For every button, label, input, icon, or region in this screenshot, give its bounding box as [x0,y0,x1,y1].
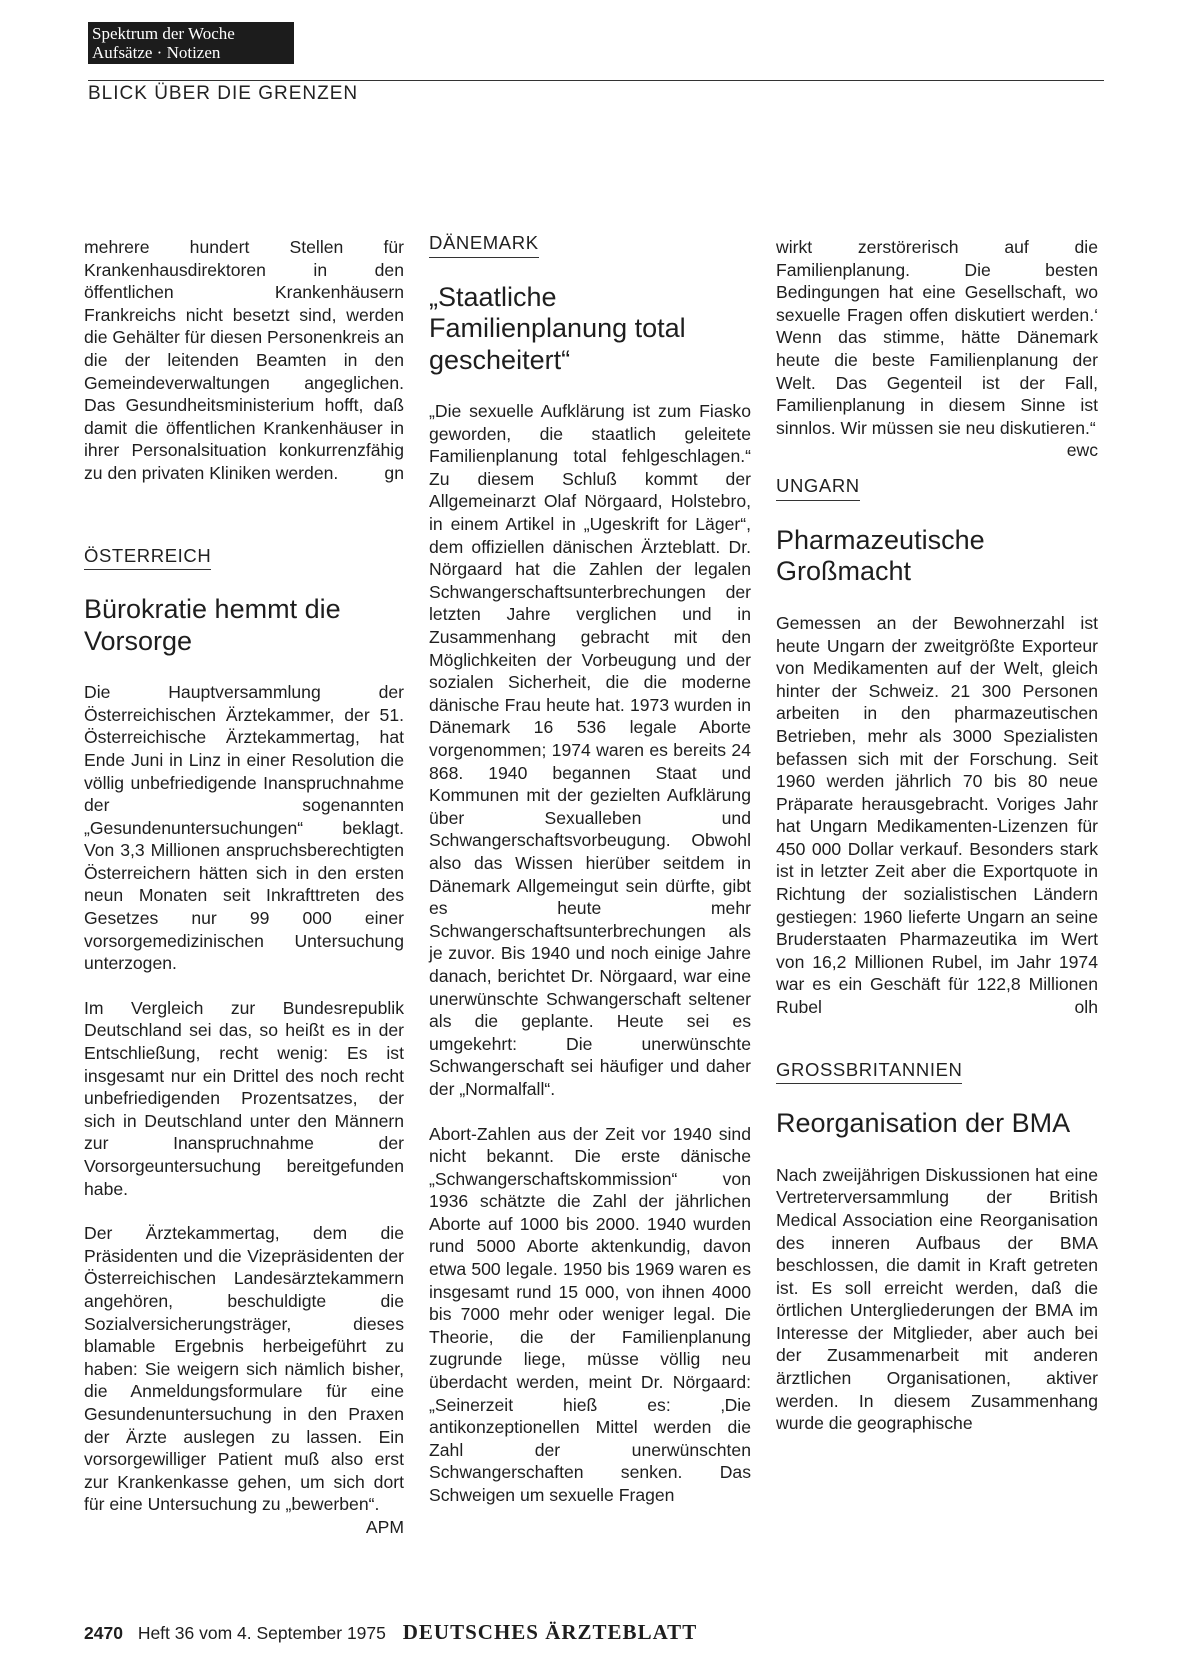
article-paragraph: Nach zweijährigen Diskussionen hat eine Vertreterversammlung der British Medical Association eine Reorganisation des inneren Aufbaus der BMA beschlossen, die damit in Kraft getreten ist. Es soll erreicht werden, daß die örtlichen Untergliederungen der BMA im Interesse der Mitglieder, aber auch bei der Zusammenarbeit mit anderen ärztlichen Organisationen, aktiver werden. In diesem Zusammenhang wurde die geographische [776,1164,1098,1434]
header-rule [88,80,1104,81]
article-headline: Reorganisation der BMA [776,1108,1071,1139]
article-hungary [776,475,1098,1018]
column-1 [84,236,404,1539]
column-3 [776,236,1098,1435]
article-paragraph: Die Hauptversammlung der Österreichischen Ärztekammer, der 51. Österreichische Ärztekammertag, hat Ende Juni in Linz in einer Resolution die völlig unbefriedigende Inanspruchnahme der sogenannten „Gesundenuntersuchungen“ beklagt. Von 3,3 Millionen anspruchsberechtigten Österreichern hätten sich in den ersten neun Monaten seit Inkrafttreten des Gesetzes nur 99 000 einer vorsorgemedizinischen Untersuchung unterzogen. [84,682,404,974]
author-signature: gn [384,462,404,483]
paragraph-text: mehrere hundert Stellen für Krankenhausdirektoren in den öffentlichen Krankenhäusern Frankreichs nicht besetzt sind, werden die Gehälter für diesen Personenkreis an die der leitenden Beamten in den Gemeindeverwaltungen angeglichen. Das Gesundheitsministerium hofft, daß damit die öffentlichen Krankenhäuser in ihrer Personalsituation konkurrenzfähig zu den privaten Kliniken werden. [84,237,404,483]
article-paragraph [776,236,1098,461]
country-label: ÖSTERREICH [84,545,211,571]
publication-name: DEUTSCHES ÄRZTEBLATT [402,1620,698,1644]
article-paragraph: Abort-Zahlen aus der Zeit vor 1940 sind nicht bekannt. Die erste dänische „Schwangerschaftskommission“ von 1936 schätzte die Zahl der jährlichen Aborte auf 1000 bis 2000. 1940 wurden rund 5000 Aborte aktenkundig, davon etwa 500 legale. 1950 bis 1969 waren es insgesamt rund 15 000, von ihnen 4000 bis 7000 mehr oder weniger legal. Die Theorie, die der Familienplanung zugrunde liege, müsse völlig neu überdacht werden, meint Dr. Nörgaard: „Seinerzeit hieß es: ‚Die antikonzeptionellen Mittel werden die Zahl der unerwünschten Schwangerschaften senken. Das Schweigen um sexuelle Fragen [429,1123,751,1505]
article-paragraph: Im Vergleich zur Bundesrepublik Deutschland sei das, so heißt es in der Entschließung, recht wenig: Es ist insgesamt nur ein Drittel des noch recht unbefriedigenden Prozentsatzes, der sich in Deutschland unter den Männern zur Inanspruchnahme der Vorsorgeuntersuchung bereitgefunden habe. [84,997,404,1199]
author-signature: APM [365,1516,404,1537]
article-britain [776,1059,1098,1435]
author-signature: ewc [1066,440,1098,461]
column-2 [429,232,751,1507]
country-label: GROSSBRITANNIEN [776,1059,962,1085]
paragraph-text: Gemessen an der Bewohnerzahl ist heute Ungarn der zweitgrößte Exporteur von Medikamenten auf der Welt, gleich hinter der Schweiz. 21 300 Personen arbeiten in den pharmazeutischen Betrieben, mehr als 3000 Spezialisten befassen sich mit der Forschung. Seit 1960 werden jährlich 70 bis 80 neue Präparate herausgebracht. Voriges Jahr hat Ungarn Medikamenten-Lizenzen für 450 000 Dollar verkauf. Besonders stark ist in letzter Zeit aber die Exportquote in Richtung der sozialistischen Ländern gestiegen: 1960 lieferte Ungarn an seine Bruderstaaten Pharmazeutika im Wert von 16,2 Millionen Rubel, im Jahr 1974 war es ein Geschäft für 122,8 Millionen Rubel [776,612,1098,1018]
paragraph-text: wirkt zerstörerisch auf die Familienplanung. Die besten Bedingungen hat eine Gesellschaft, wo sexuelle Fragen offen diskutiert werden.‘ Wenn das stimme, hätte Dänemark heute die beste Familienplanung der Welt. Das Gegenteil ist der Fall, Familienplanung in diesem Sinne ist sinnlos. Wir müssen sie neu diskutieren.“ [776,237,1098,438]
article-austria [84,544,404,1537]
article-headline: „Staatliche Familienplanung total gescheitert“ [429,281,686,375]
country-label: UNGARN [776,475,860,501]
country-label: DÄNEMARK [429,232,539,258]
section-title: BLICK ÜBER DIE GRENZEN [88,83,359,104]
article-paragraph [84,236,404,485]
masthead-line-2: Aufsätze · Notizen [92,43,221,62]
author-signature: olh [1074,997,1098,1018]
masthead-label [88,22,294,64]
paragraph-text: Der Ärztekammertag, dem die Präsidenten und die Vizepräsidenten der Österreichischen Landesärztekammern angehören, beschuldigte die Sozialversicherungsträger, dieses blamable Ergebnis herbeigeführt zu haben: Sie weigern sich nämlich bisher, die Anmeldungsformulare für eine Gesundenuntersuchung in den Praxen der Ärzte auslegen zu lassen. Ein vorsorgewilliger Patient muß also erst zur Krankenkasse gehen, um sich dort für eine Untersuchung zu „bewerben“. [84,1223,404,1515]
article-headline: Bürokratie hemmt die Vorsorge [84,594,341,656]
page-footer [84,1620,764,1645]
article-headline: Pharmazeutische Großmacht [776,524,985,587]
masthead-line-1: Spektrum der Woche [92,24,235,43]
article-paragraph [84,1222,404,1537]
article-paragraph: „Die sexuelle Aufklärung ist zum Fiasko geworden, die staatlich geleitete Familienplanung total fehlgeschlagen.“ Zu diesem Schluß kommt der Allgemeinarzt Olaf Nörgaard, Holstebro, in einem Artikel in „Ugeskrift for Läger“, dem offiziellen dänischen Ärzteblatt. Dr. Nörgaard hat die Zahlen der legalen Schwangerschaftsunterbrechungen der letzten Jahre verglichen und in Zusammenhang gebracht mit den Möglichkeiten der Vorbeugung und der sozialen Sicherheit, die die moderne dänische Frau heute hat. 1973 wurden in Dänemark 16 536 legale Aborte vorgenommen; 1974 waren es bereits 24 868. 1940 begannen Staat und Kommunen mit der gezielten Aufklärung über Sexualleben und Schwangerschaftsvorbeugung. Obwohl also das Wissen hierüber seitdem in Dänemark Allgemeingut sein dürfte, gibt es heute mehr Schwangerschaftsunterbrechungen als je zuvor. Bis 1940 und noch einige Jahre danach, berichtet Dr. Nörgaard, war eine unerwünschte Schwangerschaft seltener als die geplante. Heute sei es umgekehrt: Die unerwünschte Schwangerschaft sei häufiger und daher der „Normalfall“. [429,401,751,1099]
article-paragraph [776,612,1098,1019]
page-number: 2470 [84,1623,123,1643]
issue-info: Heft 36 vom 4. September 1975 [137,1623,386,1643]
